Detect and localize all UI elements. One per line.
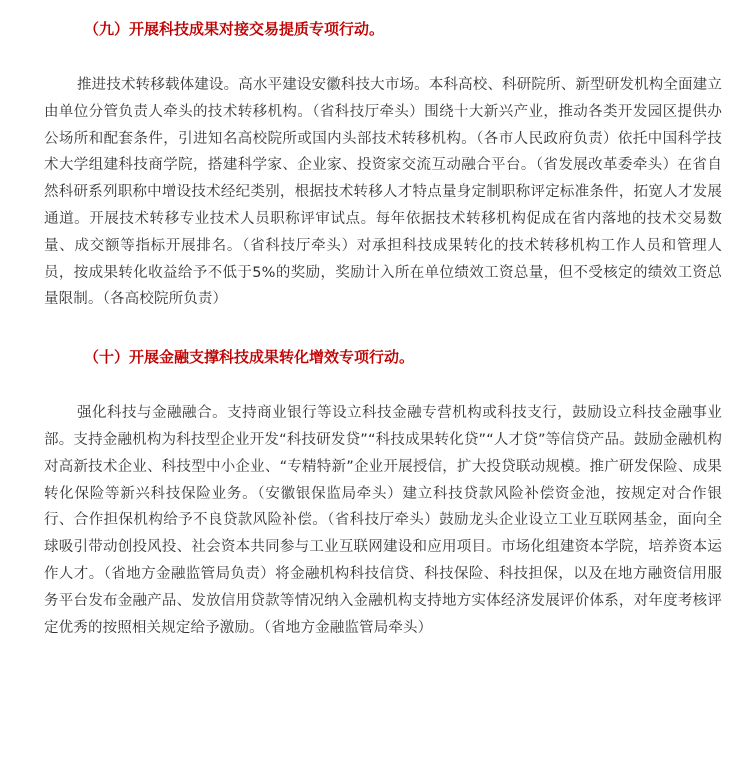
section-9-paragraph: 推进技术转移载体建设。高水平建设安徽科技大市场。本科高校、科研院所、新型研发机构全面建立由单位分管负责人牵头的技术转移机构。（省科技厅牵头）围绕十大新兴产业，推动各类开发园区提供办公场所和配套条件，引进知名高校院所或国内头部技术转移机构。（各市人民政府负责）依托中国科学技术大学组建科技商学院，搭建科学家、企业家、投资家交流互动融合平台。（省发展改革委牵头）在省自然科研系列职称中增设技术经纪类别，根据技术转移人才特点量身定制职称评定标准条件，拓宽人才发展通道。开展技术转移专业技术人员职称评审试点。每年依据技术转移机构促成在省内落地的技术交易数量、成交额等指标开展排名。（省科技厅牵头）对承担科技成果转化的技术转移机构工作人员和管理人员，按成果转化收益给予不低于5%的奖励，奖励计入所在单位绩效工资总量，但不受核定的绩效工资总量限制。（各高校院所负责） [44, 77, 722, 308]
section-10-heading: （十）开展金融支撑科技成果转化增效专项行动。 [84, 348, 415, 367]
section-10-paragraph: 强化科技与金融融合。支持商业银行等设立科技金融专营机构或科技支行，鼓励设立科技金融事业部。支持金融机构为科技型企业开发“科技研发贷”“科技成果转化贷”“人才贷”等信贷产品。鼓励金融机构对高新技术企业、科技型中小企业、“专精特新”企业开展授信，扩大投贷联动规模。推广研发保险、成果转化保险等新兴科技保险业务。（安徽银保监局牵头）建立科技贷款风险补偿资金池，按规定对合作银行、合作担保机构给予不良贷款风险补偿。（省科技厅牵头）鼓励龙头企业设立工业互联网基金，面向全球吸引带动创投风投、社会资本共同参与工业互联网建设和应用项目。市场化组建资本学院，培养资本运作人才。（省地方金融监管局负责）将金融机构科技信贷、科技保险、科技担保，以及在地方融资信用服务平台发布金融产品、发放信用贷款等情况纳入金融机构支持地方实体经济发展评价体系，对年度考核评定优秀的按照相关规定给予激励。（省地方金融监管局牵头） [44, 405, 722, 636]
section-9-heading: （九）开展科技成果对接交易提质专项行动。 [84, 20, 385, 38]
